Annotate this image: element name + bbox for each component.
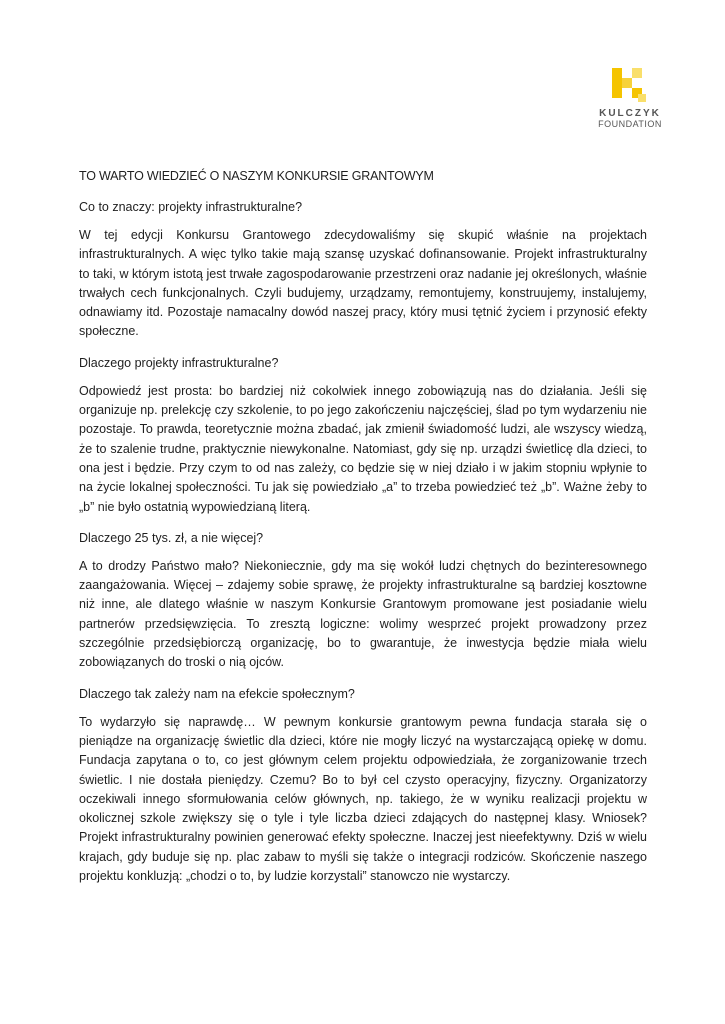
logo-subtitle: FOUNDATION bbox=[598, 119, 662, 129]
section-paragraph: Odpowiedź jest prosta: bo bardziej niż cokolwiek innego zobowiązują nas do działania. Jeśli się organizuje np. prelekcję czy szkolenie, to po jego zakończeniu najczęściej, ślad po tym wydarzeniu nie pozostaje. To prawda, teoretycznie można zbadać, jak zmienił świadomość ludzi, ale wszyscy wiedzą, że to szalenie trudne, praktycznie niewykonalne. Natomiast, gdy się np. urządzi świetlicę dla dzieci, to ona jest i będzie. Przy czym to od nas zależy, co będzie się w niej działo i w jakim stopniu wpłynie to na życie lokalnej społeczności. Tu jak się powiedziało „a” to trzeba powiedzieć też „b”. Ważne żeby to „b” nie było ostatnią wypowiedzianą literą. bbox=[79, 383, 647, 514]
section-paragraph: A to drodzy Państwo mało? Niekoniecznie, gdy ma się wokół ludzi chętnych do bezinteresownego zaangażowania. Więcej – zdajemy sobie sprawę, że projekty infrastrukturalne są bardziej kosztowne niż inne, ale dlatego właśnie w naszym Konkursie Grantowym promowane jest posiadanie wielu partnerów przedsięwzięcia. To zresztą logiczne: wolimy wesprzeć projekt prowadzony przez szczególnie przedsiębiorczą organizację, bo to gwarantuje, że inwestycja będzie miała wielu zobowiązanych do troski o nią ojców. bbox=[79, 558, 647, 670]
document-title: TO WARTO WIEDZIEĆ O NASZYM KONKURSIE GRANTOWYM bbox=[79, 169, 434, 183]
section-paragraph: To wydarzyło się naprawdę… W pewnym konkursie grantowym pewna fundacja starała się o pieniądze na organizację świetlic dla dzieci, które nie mogły liczyć na wystarczającą opiekę w domu. Fundacja zapytana o to, co jest głównym celem projektu odpowiedziała, że zorganizowanie trzech świetlic. I nie dostała pieniędzy. Czemu? Bo to był cel czysto operacyjny, fizyczny. Organizatorzy oczekiwali innego sformułowania celów głównych, np. takiego, że w wyniku realizacji projektu w okolicznej szkole zwiększy się o tyle i tyle liczba dzieci zdających do następnej klasy. Wniosek? Projekt infrastrukturalny powinien generować efekty społeczne. Inaczej jest nieefektywny. Dziś w wielu krajach, gdy buduje się np. plac zabaw to myśli się także o integracji rodziców. Skończenie naszego projektu konkluzją: „chodzi o to, by ludzie korzystali” stanowczo nie wystarczy. bbox=[79, 714, 647, 884]
section-heading: Dlaczego tak zależy nam na efekcie społecznym? bbox=[79, 686, 355, 701]
logo-name: KULCZYK bbox=[599, 108, 661, 119]
document-body bbox=[79, 168, 647, 899]
kulczyk-logo-icon bbox=[612, 68, 648, 104]
section-paragraph: W tej edycji Konkursu Grantowego zdecydowaliśmy się skupić właśnie na projektach infrastrukturalnych. A więc tylko takie mają szansę uzyskać dofinansowanie. Projekt infrastrukturalny to taki, w którym istotą jest trwałe zagospodarowanie przestrzeni oraz nadanie jej określonych, właśnie trwałych cech funkcjonalnych. Czyli budujemy, urządzamy, remontujemy, konstruujemy, instalujemy, odnawiamy itd. Pozostaje namacalny dowód naszej pracy, który musi tętnić życiem i przynosić efekty społeczne. bbox=[79, 228, 647, 339]
kulczyk-foundation-logo bbox=[590, 68, 670, 129]
section-heading: Dlaczego 25 tys. zł, a nie więcej? bbox=[79, 530, 264, 545]
section-heading: Dlaczego projekty infrastrukturalne? bbox=[79, 355, 279, 370]
section-heading: Co to znaczy: projekty infrastrukturalne? bbox=[79, 200, 303, 214]
